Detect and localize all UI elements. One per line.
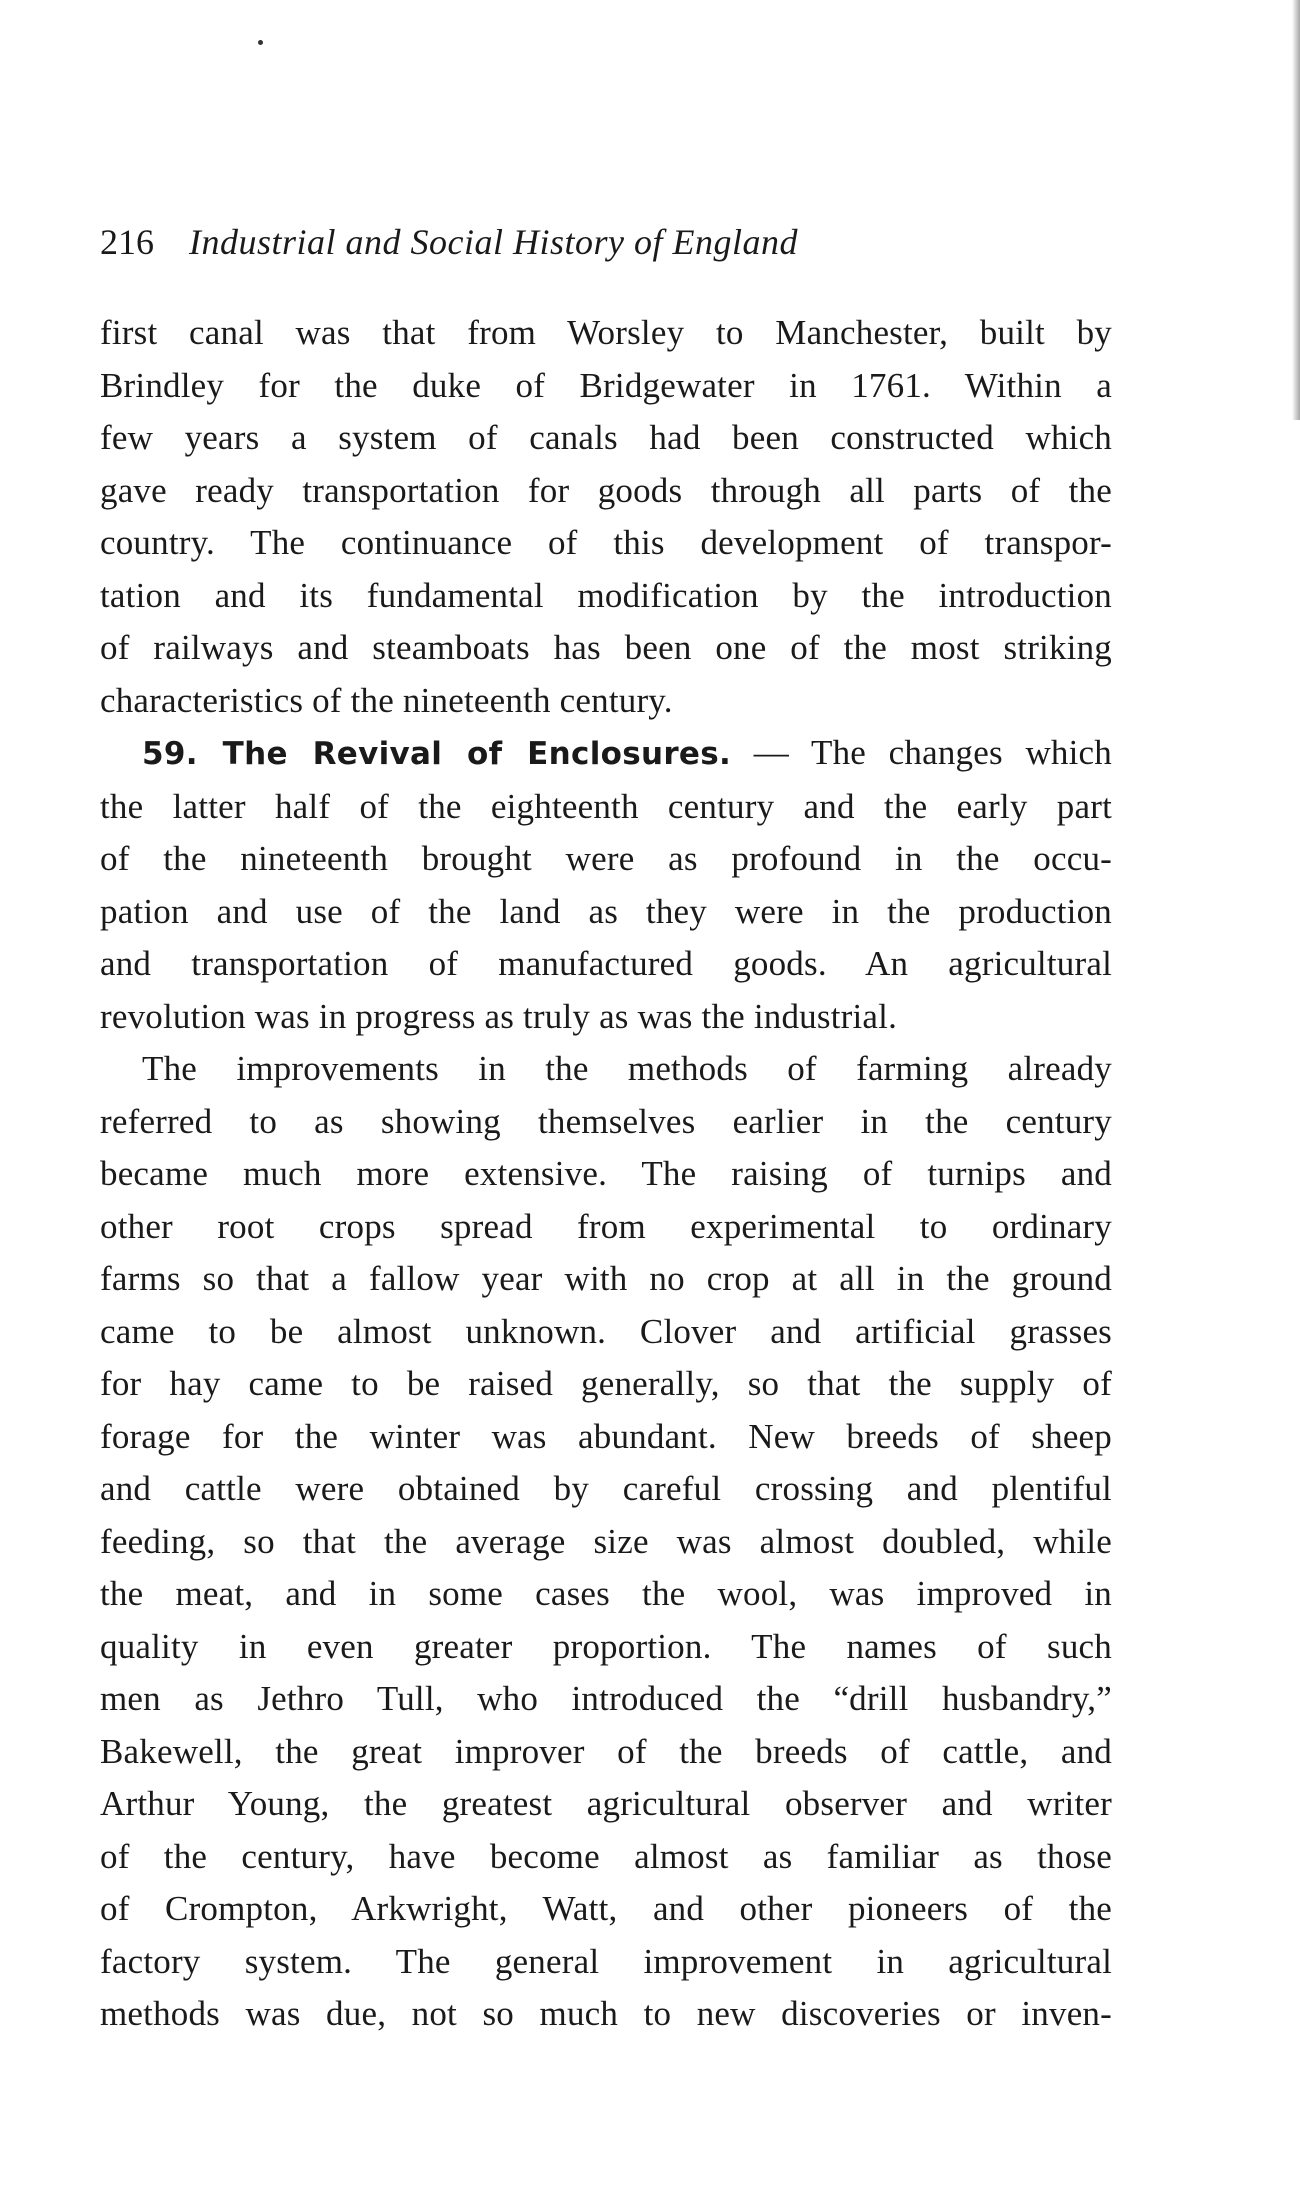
text-line: Arthur Young, the greatest agricultural observer and writer — [100, 1784, 1112, 1823]
text-line: quality in even greater proportion. The names of such — [100, 1626, 1112, 1666]
text-line: methods was due, not so much to new discoveries or inven- — [100, 1994, 1112, 2033]
paragraph-canals — [100, 307, 1112, 727]
text-line: became much more extensive. The raising of turnips and — [100, 1154, 1112, 1193]
book-title: Industrial and Social History of England — [189, 222, 798, 262]
paragraph-farming-improvements — [100, 1043, 1112, 2041]
text-line: farms so that a fallow year with no crop at all in the ground — [100, 1259, 1112, 1298]
text-line: pation and use of the land as they were in the production — [100, 891, 1112, 931]
text-line: of Crompton, Arkwright, Watt, and other pioneers of the — [100, 1889, 1112, 1928]
text-line: and cattle were obtained by careful crossing and plentiful — [100, 1469, 1112, 1508]
scan-speck — [258, 40, 263, 45]
section-lead-in: — The changes which — [731, 733, 1112, 772]
text-line: the latter half of the eighteenth century and the early part — [100, 786, 1112, 826]
text-line: revolution was in progress as truly as was the industrial. — [100, 996, 898, 1036]
text-line: of the century, have become almost as familiar as those — [100, 1836, 1112, 1876]
page-number: 216 — [100, 222, 154, 262]
text-line: forage for the winter was abundant. New breeds of sheep — [100, 1416, 1112, 1456]
text-line: first canal was that from Worsley to Manchester, built by — [100, 313, 1112, 352]
text-line: and transportation of manufactured goods. An agricultural — [100, 944, 1112, 983]
text-line: came to be almost unknown. Clover and artificial grasses — [100, 1311, 1112, 1351]
text-line: few years a system of canals had been constructed which — [100, 418, 1112, 457]
text-line: for hay came to be raised generally, so that the supply of — [100, 1364, 1112, 1403]
text-line: men as Jethro Tull, who introduced the “drill husbandry,” — [100, 1679, 1112, 1718]
text-line: Bakewell, the great improver of the breeds of cattle, and — [100, 1731, 1112, 1771]
text-line: referred to as showing themselves earlier in the century — [100, 1101, 1112, 1141]
text-line: Brindley for the duke of Bridgewater in 1761. Within a — [100, 365, 1112, 405]
text-line: gave ready transportation for goods through all parts of the — [100, 470, 1112, 510]
paragraph-revival-of-enclosures — [100, 727, 1112, 1043]
text-line: factory system. The general improvement in agricultural — [100, 1941, 1112, 1981]
section-heading: 59. The Revival of Enclosures. — [142, 736, 732, 772]
text-line: the meat, and in some cases the wool, was improved in — [100, 1574, 1112, 1613]
text-line: feeding, so that the average size was almost doubled, while — [100, 1521, 1112, 1561]
section-line — [100, 727, 1112, 781]
text-line: other root crops spread from experimental to ordinary — [100, 1206, 1112, 1246]
text-line: country. The continuance of this development of transpor- — [100, 523, 1112, 562]
text-line: characteristics of the nineteenth century. — [100, 680, 673, 720]
text-line: of railways and steamboats has been one of the most striking — [100, 628, 1112, 667]
text-line: of the nineteenth brought were as profound in the occu- — [100, 839, 1112, 878]
text-line: The improvements in the methods of farming already — [142, 1049, 1112, 1088]
scan-page-edge — [1292, 0, 1300, 420]
text-line: tation and its fundamental modification by the introduction — [100, 575, 1112, 615]
body-text — [100, 307, 1112, 2041]
running-head — [100, 218, 1100, 266]
